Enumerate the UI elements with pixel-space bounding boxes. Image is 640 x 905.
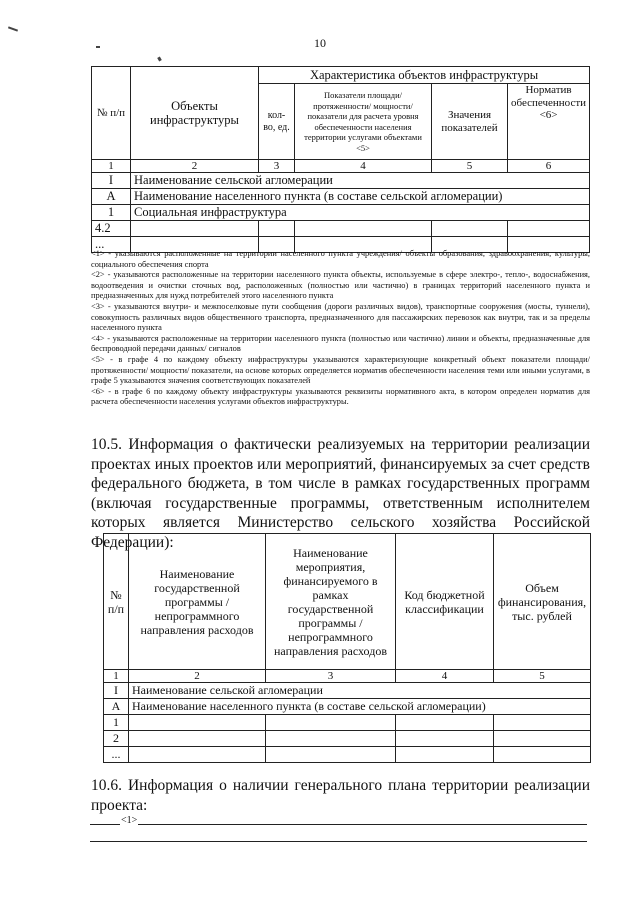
t1-col-number: 6 bbox=[508, 160, 590, 173]
empty-cell bbox=[129, 747, 266, 763]
table-row bbox=[92, 173, 590, 189]
row-number: ... bbox=[104, 747, 129, 763]
page-number: 10 bbox=[314, 36, 326, 50]
t1-col-number: 5 bbox=[432, 160, 508, 173]
footnote: <5> - в графе 4 по каждому объекту инфраструктуры указываются характеризующие конкретный объект показатели площади/ протяженности/ мощности/ показатели, на основе которых определяется норматив обеспеченности населения теми или иными услугами, в графе 5 указываются значения соответствующих показателей bbox=[91, 354, 590, 386]
table-row bbox=[92, 221, 590, 237]
infrastructure-table bbox=[91, 66, 590, 253]
row-label: Наименование сельской агломерации bbox=[131, 173, 590, 189]
empty-cell bbox=[396, 715, 494, 731]
t1-col-number: 1 bbox=[92, 160, 131, 173]
table-row bbox=[104, 683, 591, 699]
t1-header-objects: Объекты инфраструктуры bbox=[131, 67, 259, 160]
t2-col-number: 1 bbox=[104, 670, 129, 683]
footnote-reference: <1> bbox=[121, 815, 138, 826]
row-label: Наименование населенного пункта (в составе сельской агломерации) bbox=[129, 699, 591, 715]
table-row bbox=[92, 205, 590, 221]
table-row bbox=[104, 747, 591, 763]
table-row bbox=[104, 715, 591, 731]
fill-in-line bbox=[90, 824, 120, 825]
footnote: <3> - указываются внутри- и межпоселковые пути сообщения (дороги различных видов), транспортные сооружения (мосты, туннели), совокупность различных видов общественного транспорта, предназначенного для пассажирских перевозок как внутри, так и за пределы населенного пункта bbox=[91, 301, 590, 333]
row-number: А bbox=[104, 699, 129, 715]
row-label: Социальная инфраструктура bbox=[131, 205, 590, 221]
table-row bbox=[104, 731, 591, 747]
row-number: I bbox=[104, 683, 129, 699]
section-10-6-heading: 10.6. Информация о наличии генерального плана территории реализации проекта: bbox=[91, 777, 590, 814]
t2-header-code: Код бюджетной классификации bbox=[396, 534, 494, 670]
table-row bbox=[104, 699, 591, 715]
row-number: 1 bbox=[92, 205, 131, 221]
t2-col-number: 2 bbox=[129, 670, 266, 683]
table-row bbox=[92, 189, 590, 205]
row-label: Наименование сельской агломерации bbox=[129, 683, 591, 699]
row-number: I bbox=[92, 173, 131, 189]
empty-cell bbox=[266, 747, 396, 763]
empty-cell bbox=[259, 221, 295, 237]
t2-col-number: 4 bbox=[396, 670, 494, 683]
empty-cell bbox=[396, 747, 494, 763]
t2-header-program: Наименование государственной программы / непрограммного направления расходов bbox=[129, 534, 266, 670]
t2-header-no: № п/п bbox=[104, 534, 129, 670]
empty-cell bbox=[295, 221, 432, 237]
empty-cell bbox=[494, 715, 591, 731]
footnotes bbox=[91, 249, 590, 408]
financing-table bbox=[103, 533, 591, 763]
fill-in-line bbox=[90, 841, 587, 842]
t1-header-count: кол-во, ед. bbox=[259, 84, 295, 160]
footnote: <2> - указываются расположенные на территории населенного пункта объекты, используемые в сфере электро-, тепло-, водоснабжения, водоотведения и очистки сточных вод, расположенных (полностью или частично) в границах территорий населенного пункта и предназначенных для нужд потребителей этого населенного пункта bbox=[91, 270, 590, 301]
empty-cell bbox=[494, 747, 591, 763]
t2-header-event: Наименование мероприятия, финансируемого в рамках государственной программы / непрограммного направления расходов bbox=[266, 534, 396, 670]
row-number: ... bbox=[92, 237, 131, 253]
t1-header-indicators: Показатели площади/ протяженности/ мощности/ показатели для расчета уровня обеспеченности населения территории услугами объектами <5> bbox=[295, 84, 432, 160]
t2-col-number: 3 bbox=[266, 670, 396, 683]
section-10-5-heading: 10.5. Информация о фактически реализуемых на территории реализации проектах иных проектов или мероприятий, финансируемых за счет средств федерального бюджета, в том числе в рамках государственных программ (включая государственные программы, ответственным исполнителем которых является Министерство сельского хозяйства Российской Федерации): bbox=[91, 436, 590, 551]
footnote: <4> - указываются расположенные на территории населенного пункта (полностью или частично) линии и объекты, предназначенные для беспроводной передачи данных/ сигналов bbox=[91, 333, 590, 354]
t1-col-number: 3 bbox=[259, 160, 295, 173]
empty-cell bbox=[432, 221, 508, 237]
empty-cell bbox=[396, 731, 494, 747]
t1-header-norm: Норматив обеспеченности <6> bbox=[508, 84, 590, 160]
empty-cell bbox=[129, 715, 266, 731]
empty-cell bbox=[266, 731, 396, 747]
t2-header-amount: Объем финансирования, тыс. рублей bbox=[494, 534, 591, 670]
row-number: 2 bbox=[104, 731, 129, 747]
row-label: Наименование населенного пункта (в составе сельской агломерации) bbox=[131, 189, 590, 205]
t1-col-number: 2 bbox=[131, 160, 259, 173]
empty-cell bbox=[494, 731, 591, 747]
empty-cell bbox=[131, 221, 259, 237]
t2-col-number: 5 bbox=[494, 670, 591, 683]
row-number: А bbox=[92, 189, 131, 205]
row-number: 4.2 bbox=[92, 221, 131, 237]
scan-mark-tick bbox=[157, 57, 162, 62]
t1-col-number: 4 bbox=[295, 160, 432, 173]
t1-header-no: № п/п bbox=[92, 67, 131, 160]
scan-mark-corner bbox=[8, 26, 18, 31]
footnote: <1> - указываются расположенные на территории населенного пункта учреждения/ объекты образования, здравоохранения, культуры, социального обеспечения спорта bbox=[91, 249, 590, 269]
t1-header-values: Значения показателей bbox=[432, 84, 508, 160]
empty-cell bbox=[266, 715, 396, 731]
footnote: <6> - в графе 6 по каждому объекту инфраструктуры указываются реквизиты нормативного акта, в котором определен норматив для расчета обеспеченности населения услугами объектов инфраструктуры. bbox=[91, 386, 590, 407]
row-number: 1 bbox=[104, 715, 129, 731]
fill-in-line bbox=[138, 824, 587, 825]
t1-header-group: Характеристика объектов инфраструктуры bbox=[259, 67, 590, 84]
empty-cell bbox=[129, 731, 266, 747]
empty-cell bbox=[508, 221, 590, 237]
